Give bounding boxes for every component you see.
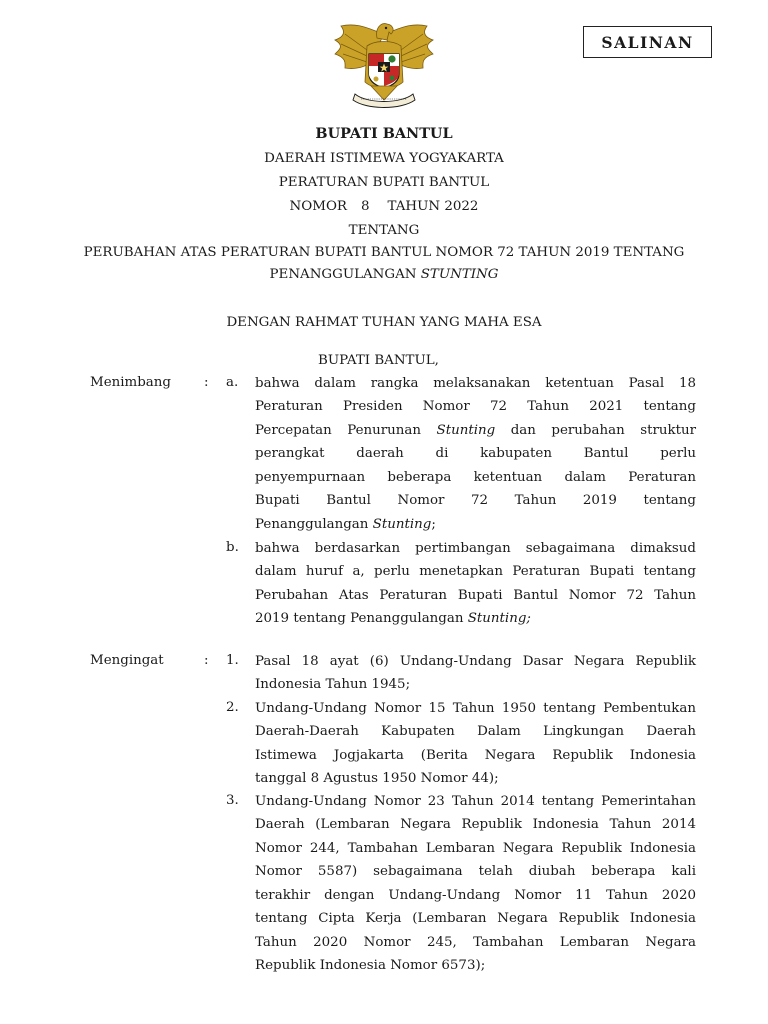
text-line: terakhir dengan Undang-Undang Nomor 11 Tahun 2020 <box>255 887 696 903</box>
tahun-label: TAHUN 2022 <box>387 199 479 214</box>
menimbang-item <box>255 537 696 631</box>
text-run: Stunting <box>372 516 432 532</box>
text-line: bahwa dalam rangka melaksanakan ketentuan Pasal 18 <box>255 375 696 391</box>
text-run: dan perubahan struktur <box>495 422 696 438</box>
tentang-heading: TENTANG <box>348 223 420 238</box>
official-title: BUPATI BANTUL <box>315 125 453 142</box>
menimbang-colon: : <box>204 375 209 390</box>
garuda-pancasila-emblem-icon <box>331 20 437 110</box>
text-line: dalam huruf a, perlu menetapkan Peraturan Bupati tentang <box>255 564 696 579</box>
text-line: Daerah (Lembaran Negara Republik Indonesia Tahun 2014 <box>255 817 696 832</box>
salinan-stamp: SALINAN <box>583 26 712 58</box>
text-line: Tahun 2020 Nomor 245, Tambahan Lembaran Negara <box>255 934 696 950</box>
mengingat-label: Mengingat <box>90 653 164 668</box>
mengingat-item <box>255 697 696 791</box>
nomor-value: 8 <box>361 199 370 214</box>
text-line: Daerah-Daerah Kabupaten Dalam Lingkungan Daerah <box>255 724 696 739</box>
menimbang-marker: b. <box>226 540 239 555</box>
text-line: tanggal 8 Agustus 1950 Nomor 44); <box>255 771 499 786</box>
text-run: Penanggulangan <box>255 516 373 532</box>
text-line <box>255 607 696 631</box>
text-line: tentang Cipta Kerja (Lembaran Negara Republik Indonesia <box>255 911 696 926</box>
mengingat-colon: : <box>204 653 209 668</box>
mengingat-item <box>255 650 696 697</box>
text-line: Nomor 5587) sebagaimana telah diubah beberapa kali <box>255 864 696 879</box>
text-line: Pasal 18 ayat (6) Undang-Undang Dasar Negara Republik <box>255 653 696 669</box>
mengingat-item <box>255 790 696 978</box>
text-run: Percepatan Penurunan <box>255 422 437 438</box>
invocation: DENGAN RAHMAT TUHAN YANG MAHA ESA <box>226 315 542 330</box>
text-line: Undang-Undang Nomor 23 Tahun 2014 tentang Pemerintahan <box>255 793 696 809</box>
text-line: Bupati Bantul Nomor 72 Tahun 2019 tentang <box>255 493 696 508</box>
region-name: DAERAH ISTIMEWA YOGYAKARTA <box>264 151 504 166</box>
mengingat-marker: 3. <box>226 793 239 808</box>
mengingat-marker: 1. <box>226 653 239 668</box>
subject-italic: STUNTING <box>420 267 499 282</box>
text-run: Stunting; <box>467 611 531 626</box>
text-line: Indonesia Tahun 1945; <box>255 677 411 692</box>
text-line: Nomor 244, Tambahan Lembaran Negara Republik Indonesia <box>255 840 696 856</box>
text-line: Undang-Undang Nomor 15 Tahun 1950 tentang Pembentukan <box>255 700 696 716</box>
text-line: Peraturan Presiden Nomor 72 Tahun 2021 tentang <box>255 399 696 414</box>
menimbang-marker: a. <box>226 375 239 390</box>
text-line: Perubahan Atas Peraturan Bupati Bantul Nomor 72 Tahun <box>255 587 696 603</box>
addressee: BUPATI BANTUL, <box>318 353 439 368</box>
subject-line-2 <box>0 266 768 284</box>
text-line <box>255 513 696 537</box>
text-run: Stunting <box>436 422 496 438</box>
menimbang-item <box>255 372 696 537</box>
document-number <box>0 198 768 216</box>
subject-prefix: PENANGGULANGAN <box>269 267 421 282</box>
text-line: perangkat daerah di kabupaten Bantul perlu <box>255 446 696 461</box>
text-line <box>255 419 696 443</box>
text-line: penyempurnaan beberapa ketentuan dalam Peraturan <box>255 469 696 485</box>
text-line: bahwa berdasarkan pertimbangan sebagaimana dimaksud <box>255 540 696 556</box>
subject-line-1: PERUBAHAN ATAS PERATURAN BUPATI BANTUL NOMOR 72 TAHUN 2019 TENTANG <box>83 245 685 260</box>
mengingat-marker: 2. <box>226 700 239 715</box>
document-type: PERATURAN BUPATI BANTUL <box>278 175 490 190</box>
text-line: Republik Indonesia Nomor 6573); <box>255 958 486 973</box>
text-line: Istimewa Jogjakarta (Berita Negara Republik Indonesia <box>255 747 696 763</box>
nomor-label: NOMOR <box>289 199 348 214</box>
text-run: 2019 tentang Penanggulangan <box>255 611 468 626</box>
text-run: ; <box>431 516 436 532</box>
menimbang-label: Menimbang <box>90 375 171 390</box>
